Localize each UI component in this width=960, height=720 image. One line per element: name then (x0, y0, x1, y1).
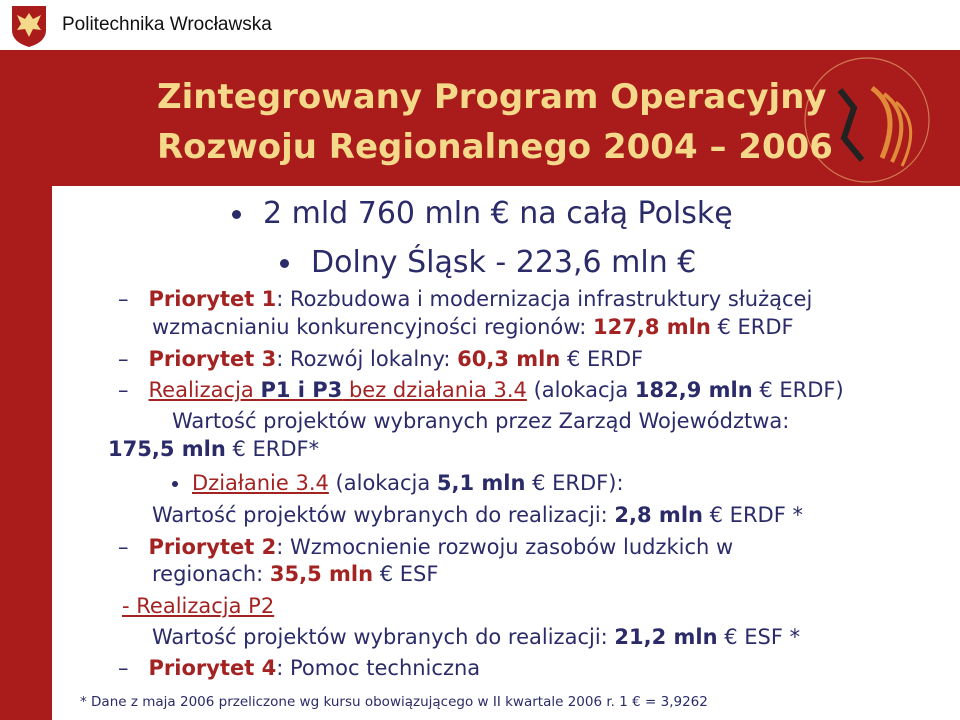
measure-3-4-line: Działanie 3.4 (alokacja 5,1 mln € ERDF): (172, 471, 624, 495)
bullet-2: Dolny Śląsk - 223,6 mln € (280, 245, 696, 280)
university-name: Politechnika Wrocławska (62, 14, 272, 35)
title-line-2: Rozwoju Regionalnego 2004 – 2006 (157, 127, 833, 167)
value-1-line-1: Wartość projektów wybranych przez Zarząd Województwa: (172, 409, 790, 433)
bullet-1: 2 mld 760 mln € na całą Polskę (232, 196, 733, 231)
bullet-dot (232, 210, 241, 219)
priority-4-line: – Priorytet 4: Pomoc techniczna (118, 656, 481, 680)
priority-3-line: – Priorytet 3: Rozwój lokalny: 60,3 mln € ERDF (118, 347, 644, 371)
priority-2-line-2: regionach: 35,5 mln € ESF (152, 562, 439, 586)
realization-p1-p3-line: – Realizacja P1 i P3 bez działania 3.4 (alokacja 182,9 mln € ERDF) (118, 378, 844, 402)
value-3-line: Wartość projektów wybranych do realizacji: 21,2 mln € ESF * (152, 625, 801, 649)
measure-3-4-link: Działanie 3.4 (192, 471, 329, 495)
realization-p2-link: - Realizacja P2 (122, 594, 275, 618)
value-2-line: Wartość projektów wybranych do realizacji: 2,8 mln € ERDF * (152, 503, 803, 527)
realization-link: Realizacja P1 i P3 bez działania 3.4 (148, 378, 527, 402)
value-1-line-2: 175,5 mln € ERDF* (108, 437, 320, 461)
footnote: * Dane z maja 2006 przeliczone wg kursu obowiązującego w II kwartale 2006 r. 1 € = 3,9262 (80, 694, 708, 710)
top-bar (0, 0, 960, 50)
priority-1-line-1: – Priorytet 1: Rozbudowa i modernizacja infrastruktury służącej (118, 287, 813, 311)
eagle-logo-icon (10, 4, 48, 48)
left-accent-bar (0, 50, 52, 720)
slide-title (157, 72, 833, 172)
bullet-dot (172, 481, 178, 487)
regional-center-seal-icon (792, 50, 942, 186)
title-banner (52, 50, 960, 186)
priority-1-line-2: wzmacnianiu konkurencyjności regionów: 127,8 mln € ERDF (152, 315, 794, 339)
bullet-dot (280, 259, 289, 268)
priority-2-line-1: – Priorytet 2: Wzmocnienie rozwoju zasobów ludzkich w (118, 535, 734, 559)
title-line-1: Zintegrowany Program Operacyjny (157, 77, 827, 117)
